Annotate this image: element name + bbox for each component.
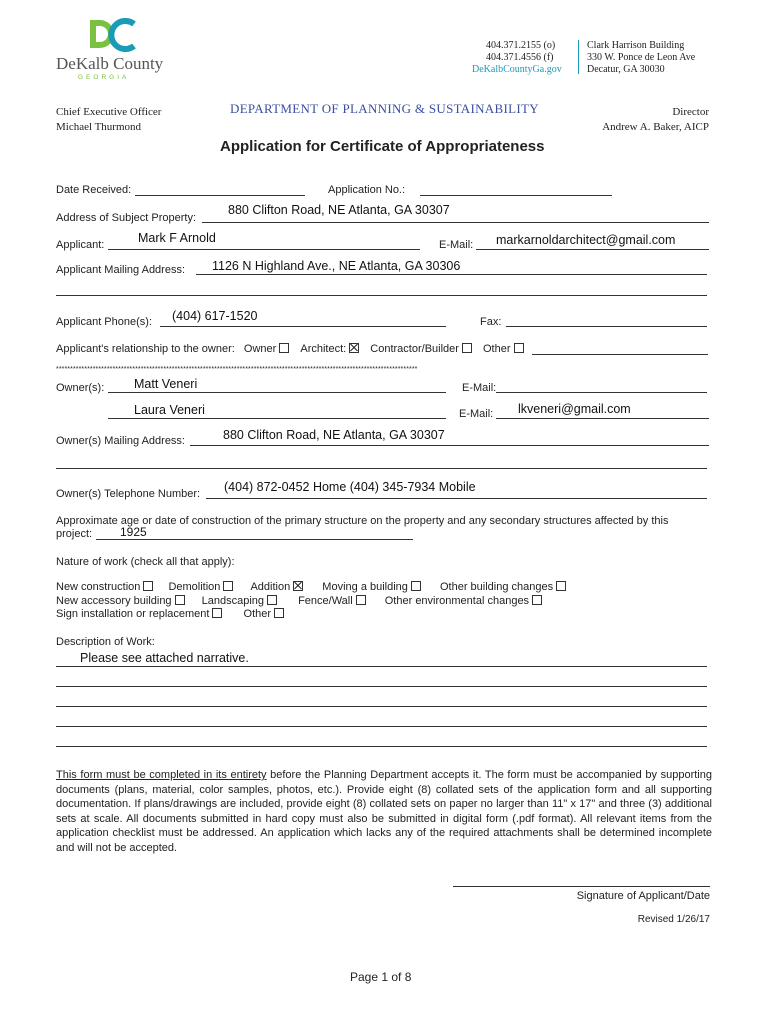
owners-phone-value: (404) 872-0452 Home (404) 345-7934 Mobile <box>224 480 476 494</box>
fax-label: Fax: <box>480 316 502 328</box>
owner1-field[interactable] <box>108 392 446 393</box>
nw-accessory-checkbox[interactable] <box>175 595 185 605</box>
address-line3: Decatur, GA 30030 <box>587 64 665 75</box>
rel-architect-label: Architect: <box>300 343 347 355</box>
subject-property-field[interactable] <box>202 222 709 223</box>
age-label-line1: Approximate age or date of construction of the primary structure on the property and any secondary structures affected by this <box>56 515 669 527</box>
nw-sign-checkbox[interactable] <box>212 608 222 618</box>
age-value: 1925 <box>120 525 147 539</box>
description-line-4[interactable] <box>56 726 707 727</box>
age-field[interactable] <box>96 539 413 540</box>
owner2-email-value: lkveneri@gmail.com <box>518 402 631 416</box>
nw-accessory-label: New accessory building <box>56 595 172 607</box>
rel-architect-checkbox[interactable] <box>349 343 359 353</box>
address-line1: Clark Harrison Building <box>587 40 685 51</box>
applicant-phone-label: Applicant Phone(s): <box>56 316 152 328</box>
rel-owner-label: Owner <box>243 343 277 355</box>
owner2-email-field[interactable] <box>496 418 709 419</box>
description-line-2[interactable] <box>56 686 707 687</box>
mailing-address-value: 1126 N Highland Ave., NE Atlanta, GA 30306 <box>212 259 461 273</box>
nw-other-label: Other <box>243 608 272 620</box>
owners-mailing-label: Owner(s) Mailing Address: <box>56 435 185 447</box>
nature-of-work-label: Nature of work (check all that apply): <box>56 556 235 568</box>
nw-landscaping-checkbox[interactable] <box>267 595 277 605</box>
website-link[interactable]: DeKalbCountyGa.gov <box>472 64 562 75</box>
director-title: Director <box>672 106 709 118</box>
nw-other-env-label: Other environmental changes <box>384 595 530 607</box>
nw-row2 <box>56 595 542 607</box>
owner2-email-label: E-Mail: <box>459 408 494 420</box>
revised-date: Revised 1/26/17 <box>637 914 710 925</box>
nw-new-construction-checkbox[interactable] <box>143 581 153 591</box>
owners-phone-label: Owner(s) Telephone Number: <box>56 488 201 500</box>
nw-demolition-label: Demolition <box>168 581 221 593</box>
owners-mailing-field-2[interactable] <box>56 468 707 469</box>
applicant-email-value: markarnoldarchitect@gmail.com <box>496 233 676 247</box>
applicant-phone-value: (404) 617-1520 <box>172 309 258 323</box>
signature-field[interactable] <box>453 886 710 887</box>
ceo-name: Michael Thurmond <box>56 121 142 133</box>
owners-mailing-value: 880 Clifton Road, NE Atlanta, GA 30307 <box>223 428 445 442</box>
county-name: DeKalb County <box>56 54 164 73</box>
date-received-field[interactable] <box>135 195 305 196</box>
ceo-title: Chief Executive Officer <box>56 106 162 118</box>
applicant-value: Mark F Arnold <box>138 231 216 245</box>
phone-office: 404.371.2155 (o) <box>486 40 556 51</box>
form-title: Application for Certificate of Appropriateness <box>220 138 545 155</box>
rel-contractor-checkbox[interactable] <box>462 343 472 353</box>
dc-logo-icon <box>82 16 192 56</box>
nw-other-env-checkbox[interactable] <box>532 595 542 605</box>
county-logo <box>56 16 166 82</box>
nw-other-building-checkbox[interactable] <box>556 581 566 591</box>
owner1-email-field[interactable] <box>496 392 707 393</box>
nw-row1 <box>56 581 566 593</box>
nw-demolition-checkbox[interactable] <box>223 581 233 591</box>
phone-fax: 404.371.4556 (f) <box>486 52 554 63</box>
owner1-value: Matt Veneri <box>134 377 198 391</box>
nw-row3 <box>56 608 284 620</box>
subject-property-label: Address of Subject Property: <box>56 212 197 224</box>
nw-landscaping-label: Landscaping <box>201 595 265 607</box>
applicant-email-field[interactable] <box>476 249 709 250</box>
nw-other-building-label: Other building changes <box>439 581 554 593</box>
nw-sign-label: Sign installation or replacement <box>56 608 210 620</box>
applicant-phone-field[interactable] <box>160 326 446 327</box>
description-value: Please see attached narrative. <box>80 651 249 665</box>
page-number: Page 1 of 8 <box>350 970 412 984</box>
state-name: GEORGIA <box>78 74 130 81</box>
mailing-address-label: Applicant Mailing Address: <box>56 264 186 276</box>
applicant-email-label: E-Mail: <box>439 239 474 251</box>
description-line-1[interactable] <box>56 666 707 667</box>
relationship-row <box>56 343 524 355</box>
owners-mailing-field[interactable] <box>190 445 709 446</box>
header-divider <box>578 40 579 74</box>
fax-field[interactable] <box>506 326 707 327</box>
owner2-field[interactable] <box>108 418 446 419</box>
submission-notice <box>56 768 712 856</box>
rel-owner-checkbox[interactable] <box>279 343 289 353</box>
description-label: Description of Work: <box>56 636 155 648</box>
notice-rest: before the Planning Department accepts it. The form must be accompanied by supporting documents (plans, material, color samples, photos, etc.). Provide eight (8) collated sets of the application form and all supporting documentation. If plans/drawings are included, provide eight (8) collated sets on paper no larger than 11" x 17" and three (3) additional sets at scale. All documents submitted in hard copy must also be submitted in digital form (.pdf format). All relevant items from the application checklist must be addressed. An application which lacks any of the required attachments shall be determined incomplete and will not be accepted. <box>56 769 712 854</box>
separator-stars: ******************************************************************************************************************************** <box>56 366 418 373</box>
director-name: Andrew A. Baker, AICP <box>602 121 709 133</box>
mailing-address-field[interactable] <box>196 274 707 275</box>
nw-moving-checkbox[interactable] <box>411 581 421 591</box>
application-no-field[interactable] <box>420 195 612 196</box>
nw-fence-label: Fence/Wall <box>298 595 353 607</box>
nw-new-construction-label: New construction <box>56 581 141 593</box>
nw-other-checkbox[interactable] <box>274 608 284 618</box>
description-line-5[interactable] <box>56 746 707 747</box>
age-label-line2: project: <box>56 528 93 540</box>
mailing-address-field-2[interactable] <box>56 295 707 296</box>
nw-moving-label: Moving a building <box>322 581 408 593</box>
signature-label: Signature of Applicant/Date <box>576 890 710 902</box>
department-name: DEPARTMENT OF PLANNING & SUSTAINABILITY <box>230 101 539 116</box>
owner2-value: Laura Veneri <box>134 403 205 417</box>
nw-addition-checkbox[interactable] <box>293 581 303 591</box>
description-line-3[interactable] <box>56 706 707 707</box>
nw-fence-checkbox[interactable] <box>356 595 366 605</box>
subject-property-value: 880 Clifton Road, NE Atlanta, GA 30307 <box>228 203 450 217</box>
relationship-label: Applicant's relationship to the owner: <box>56 343 235 355</box>
notice-underlined: This form must be completed in its entirety <box>56 769 267 781</box>
date-received-label: Date Received: <box>56 184 132 196</box>
applicant-field[interactable] <box>108 249 420 250</box>
rel-other-checkbox[interactable] <box>514 343 524 353</box>
rel-other-field[interactable] <box>532 354 708 355</box>
owner1-email-label: E-Mail: <box>462 382 497 394</box>
address-line2: 330 W. Ponce de Leon Ave <box>587 52 696 63</box>
rel-contractor-label: Contractor/Builder <box>370 343 459 355</box>
applicant-label: Applicant: <box>56 239 105 251</box>
owners-label: Owner(s): <box>56 382 105 394</box>
application-no-label: Application No.: <box>328 184 406 196</box>
owners-phone-field[interactable] <box>206 498 707 499</box>
rel-other-label: Other <box>483 343 511 355</box>
nw-addition-label: Addition <box>250 581 291 593</box>
